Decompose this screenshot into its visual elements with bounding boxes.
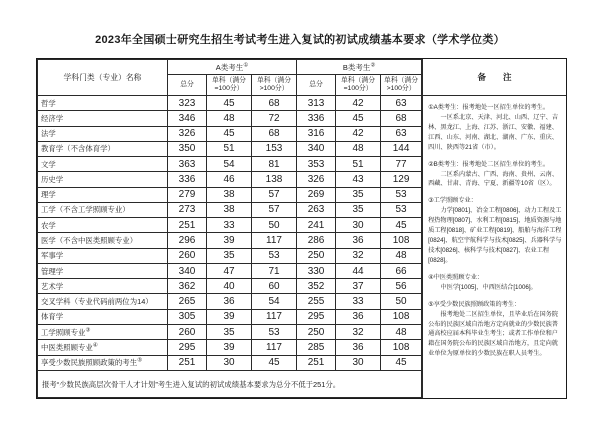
score-cell: 39 (207, 309, 252, 324)
single-eq-b-line1: 单科（满分 (341, 76, 376, 84)
row-name: 文学 (41, 159, 56, 169)
remarks-section-body: 中医学[1005]、中西医结合[1006]。 (440, 283, 537, 291)
table-row (38, 157, 422, 172)
table-row (38, 233, 422, 248)
table-row (38, 218, 422, 233)
remarks-section-body: 力学[0801]、冶金工程[0806]、动力工程及工程热物理[0807]、水利工程[0815]、地质资源与地质工程[0818]、矿业工程[0819]、船舶与海洋工程[0824]、航空宇航科学与技术[0825]、兵器科学与技术[0826]、核科学与技术[0827]、农业工程[0828]。 (428, 207, 562, 264)
score-cell: 265 (168, 294, 207, 309)
subject-header-cell (38, 60, 168, 96)
score-cell: 42 (336, 96, 381, 111)
score-cell: 260 (168, 324, 207, 339)
single-gt-b-line1: 单科（满分 (384, 76, 419, 84)
footnote: 报考“少数民族高层次骨干人才计划”考生进入复试的初试成绩基本要求为总分不低于251分。 (38, 371, 422, 398)
score-cell: 30 (336, 355, 381, 370)
remarks-section-head: ⑤享受少数民族照顾政策的考生： (428, 300, 521, 308)
score-cell: 48 (336, 141, 381, 156)
score-cell: 68 (252, 96, 297, 111)
row-name-cell (38, 172, 168, 187)
score-cell: 57 (252, 187, 297, 202)
remarks-header: 备 注 (423, 59, 566, 96)
row-name: 哲学 (41, 98, 56, 108)
row-name: 经济学 (41, 113, 64, 123)
score-cell: 53 (252, 324, 297, 339)
table-row (38, 202, 422, 217)
score-cell: 39 (207, 233, 252, 248)
row-name-cell (38, 355, 168, 370)
table-row (38, 294, 422, 309)
row-name-cell (38, 294, 168, 309)
score-cell: 68 (381, 111, 422, 126)
score-cell: 39 (207, 340, 252, 355)
row-name: 工学照顾专业 (41, 327, 86, 337)
score-cell: 53 (381, 202, 422, 217)
row-name: 医学（不含中医类照顾专业） (41, 236, 138, 246)
group-a-header (168, 60, 297, 75)
score-cell: 45 (381, 355, 422, 370)
table-row (38, 126, 422, 141)
score-cell: 117 (252, 340, 297, 355)
score-cell: 340 (168, 263, 207, 278)
row-name-cell (38, 218, 168, 233)
score-cell: 44 (336, 263, 381, 278)
score-cell: 129 (381, 172, 422, 187)
row-name: 中医类照顾专业 (41, 342, 93, 352)
score-table-main (37, 59, 422, 398)
total-header-a: 总分 (168, 75, 207, 96)
score-cell: 45 (252, 355, 297, 370)
score-cell: 250 (297, 248, 336, 263)
score-cell: 36 (207, 294, 252, 309)
single-eq-a-line1: 单科（满分 (212, 76, 246, 84)
score-cell: 117 (252, 233, 297, 248)
row-name: 管理学 (41, 266, 64, 276)
score-cell: 53 (381, 187, 422, 202)
table-row (38, 96, 422, 111)
remarks-section-head: ②B类考生：报考地处二区招生单位的考生。 (428, 160, 550, 168)
row-name: 军事学 (41, 251, 64, 261)
row-name-cell (38, 263, 168, 278)
score-cell: 313 (297, 96, 336, 111)
row-name-cell (38, 309, 168, 324)
table-row (38, 279, 422, 294)
table-row (38, 263, 422, 278)
score-cell: 241 (297, 218, 336, 233)
remarks-column (422, 59, 566, 398)
score-table (36, 58, 567, 399)
row-name-cell (38, 202, 168, 217)
score-cell: 352 (297, 279, 336, 294)
table-row (38, 340, 422, 355)
score-cell: 35 (207, 248, 252, 263)
score-cell: 260 (168, 248, 207, 263)
score-cell: 250 (297, 324, 336, 339)
score-cell: 153 (252, 141, 297, 156)
row-name-sup: ③ (85, 327, 91, 334)
score-cell: 81 (252, 157, 297, 172)
single-gt-header-b (381, 75, 422, 96)
remarks-section-head: ①A类考生：报考地处一区招生单位的考生。 (428, 104, 550, 111)
group-a-sup: ① (243, 62, 249, 68)
row-name: 体育学 (41, 312, 64, 322)
score-cell: 42 (336, 126, 381, 141)
row-name: 教育学（不含体育学） (41, 144, 115, 154)
single-eq-a-line2: =100分） (214, 85, 244, 92)
score-cell: 56 (381, 279, 422, 294)
remarks-body (423, 96, 566, 398)
score-cell: 263 (297, 202, 336, 217)
score-cell: 336 (168, 172, 207, 187)
group-a-label: A类考生 (215, 62, 244, 72)
remarks-section (428, 300, 562, 360)
score-cell: 295 (297, 309, 336, 324)
score-cell: 48 (381, 324, 422, 339)
row-name-sup: ④ (92, 342, 98, 349)
score-cell: 53 (252, 248, 297, 263)
remarks-section-head: ③工学照顾专业： (428, 197, 477, 205)
score-cell: 353 (297, 157, 336, 172)
table-row (38, 172, 422, 187)
row-name-cell (38, 187, 168, 202)
score-cell: 35 (207, 324, 252, 339)
score-cell: 40 (207, 279, 252, 294)
score-cell: 32 (336, 324, 381, 339)
score-cell: 36 (336, 309, 381, 324)
group-b-header (297, 60, 422, 75)
row-name-cell (38, 96, 168, 111)
score-cell: 286 (297, 233, 336, 248)
row-name-cell (38, 340, 168, 355)
single-gt-header-a (252, 75, 297, 96)
remarks-section (428, 273, 562, 293)
score-cell: 255 (297, 294, 336, 309)
row-name: 工学（不含工学照顾专业） (41, 205, 130, 215)
single-gt-b-line2: >100分） (386, 85, 416, 92)
total-header-b: 总分 (297, 75, 336, 96)
score-cell: 54 (207, 157, 252, 172)
row-name: 交叉学科（专业代码前两位为14） (41, 297, 153, 307)
row-name: 享受少数民族照顾政策的考生 (41, 358, 138, 368)
score-cell: 38 (207, 202, 252, 217)
row-name-cell (38, 233, 168, 248)
score-cell: 305 (168, 309, 207, 324)
score-cell: 350 (168, 141, 207, 156)
score-cell: 108 (381, 233, 422, 248)
score-cell: 30 (336, 218, 381, 233)
table-row (38, 187, 422, 202)
row-name-cell (38, 126, 168, 141)
score-cell: 54 (252, 294, 297, 309)
row-name: 理学 (41, 190, 56, 200)
table-row (38, 309, 422, 324)
score-cell: 285 (297, 340, 336, 355)
score-cell: 45 (336, 111, 381, 126)
score-cell: 117 (252, 309, 297, 324)
page-title: 2023年全国硕士研究生招生考试考生进入复试的初试成绩基本要求（学术学位类） (95, 34, 505, 46)
score-cell: 363 (168, 157, 207, 172)
score-cell: 48 (207, 111, 252, 126)
table-row (38, 324, 422, 339)
score-cell: 35 (336, 202, 381, 217)
row-name-cell (38, 248, 168, 263)
score-cell: 144 (381, 141, 422, 156)
score-cell: 273 (168, 202, 207, 217)
single-eq-header-a (207, 75, 252, 96)
score-cell: 346 (168, 111, 207, 126)
single-eq-b-line2: =100分） (343, 85, 373, 92)
row-name-cell (38, 279, 168, 294)
score-cell: 316 (297, 126, 336, 141)
score-cell: 30 (207, 355, 252, 370)
remarks-section (428, 160, 562, 190)
score-cell: 60 (252, 279, 297, 294)
score-cell: 43 (336, 172, 381, 187)
single-gt-a-line2: >100分） (259, 85, 289, 92)
remarks-section-body: 二区系内蒙古、广西、海南、贵州、云南、西藏、甘肃、青海、宁夏、新疆等10省（区）。 (428, 170, 559, 188)
score-cell: 45 (381, 218, 422, 233)
score-cell: 63 (381, 96, 422, 111)
score-cell: 326 (297, 172, 336, 187)
row-name: 农学 (41, 220, 56, 230)
score-cell: 46 (207, 172, 252, 187)
score-cell: 251 (297, 355, 336, 370)
row-name-sup: ⑤ (137, 357, 143, 364)
score-cell: 57 (252, 202, 297, 217)
single-gt-a-line1: 单科（满分 (257, 76, 291, 84)
score-cell: 138 (252, 172, 297, 187)
score-cell: 251 (168, 218, 207, 233)
row-name-cell (38, 111, 168, 126)
score-cell: 330 (297, 263, 336, 278)
score-cell: 45 (207, 126, 252, 141)
score-cell: 51 (336, 157, 381, 172)
row-name-cell (38, 324, 168, 339)
score-cell: 47 (207, 263, 252, 278)
score-cell: 279 (168, 187, 207, 202)
score-cell: 35 (336, 187, 381, 202)
score-cell: 336 (297, 111, 336, 126)
score-cell: 50 (381, 294, 422, 309)
score-cell: 48 (381, 248, 422, 263)
row-name-cell (38, 141, 168, 156)
score-cell: 108 (381, 340, 422, 355)
score-cell: 326 (168, 126, 207, 141)
score-cell: 108 (381, 309, 422, 324)
remarks-section-body: 一区系北京、天津、河北、山西、辽宁、吉林、黑龙江、上海、江苏、浙江、安徽、福建、江西、山东、河南、湖北、湖南、广东、重庆、四川、陕西等21省（市）。 (428, 113, 559, 151)
remarks-section (428, 103, 562, 153)
row-name: 历史学 (41, 174, 64, 184)
table-row (38, 111, 422, 126)
group-b-label: B类考生 (342, 62, 371, 72)
row-name-cell (38, 157, 168, 172)
remarks-section-head: ④中医类照顾专业： (428, 273, 484, 281)
remarks-section (428, 196, 562, 265)
group-b-sup: ② (370, 62, 376, 68)
score-cell: 33 (207, 218, 252, 233)
row-name: 艺术学 (41, 281, 64, 291)
single-eq-header-b (336, 75, 381, 96)
score-cell: 32 (336, 248, 381, 263)
score-cell: 77 (381, 157, 422, 172)
score-cell: 295 (168, 340, 207, 355)
subject-header-label: 学科门类（专业）名称 (63, 73, 142, 82)
row-name: 法学 (41, 129, 56, 139)
score-cell: 296 (168, 233, 207, 248)
table-row (38, 141, 422, 156)
score-cell: 251 (168, 355, 207, 370)
score-cell: 51 (207, 141, 252, 156)
score-cell: 45 (207, 96, 252, 111)
score-cell: 362 (168, 279, 207, 294)
score-cell: 38 (207, 187, 252, 202)
score-cell: 36 (336, 233, 381, 248)
score-cell: 66 (381, 263, 422, 278)
score-cell: 50 (252, 218, 297, 233)
score-cell: 72 (252, 111, 297, 126)
score-cell: 71 (252, 263, 297, 278)
score-cell: 323 (168, 96, 207, 111)
score-cell: 340 (297, 141, 336, 156)
score-cell: 269 (297, 187, 336, 202)
score-cell: 36 (336, 340, 381, 355)
score-cell: 63 (381, 126, 422, 141)
table-row (38, 355, 422, 370)
score-cell: 37 (336, 279, 381, 294)
score-cell: 33 (336, 294, 381, 309)
remarks-section-body: 报考地处二区招生单位，且毕业后在国务院公布的民族区域自治地方定向就业的少数民族普通高校应届本科毕业生考生；或者工作单位和户籍在国务院公布的民族区域自治地方，且定向就业单位为原单位的少数民族在职人员考生。 (428, 310, 559, 358)
table-row (38, 248, 422, 263)
score-cell: 68 (252, 126, 297, 141)
